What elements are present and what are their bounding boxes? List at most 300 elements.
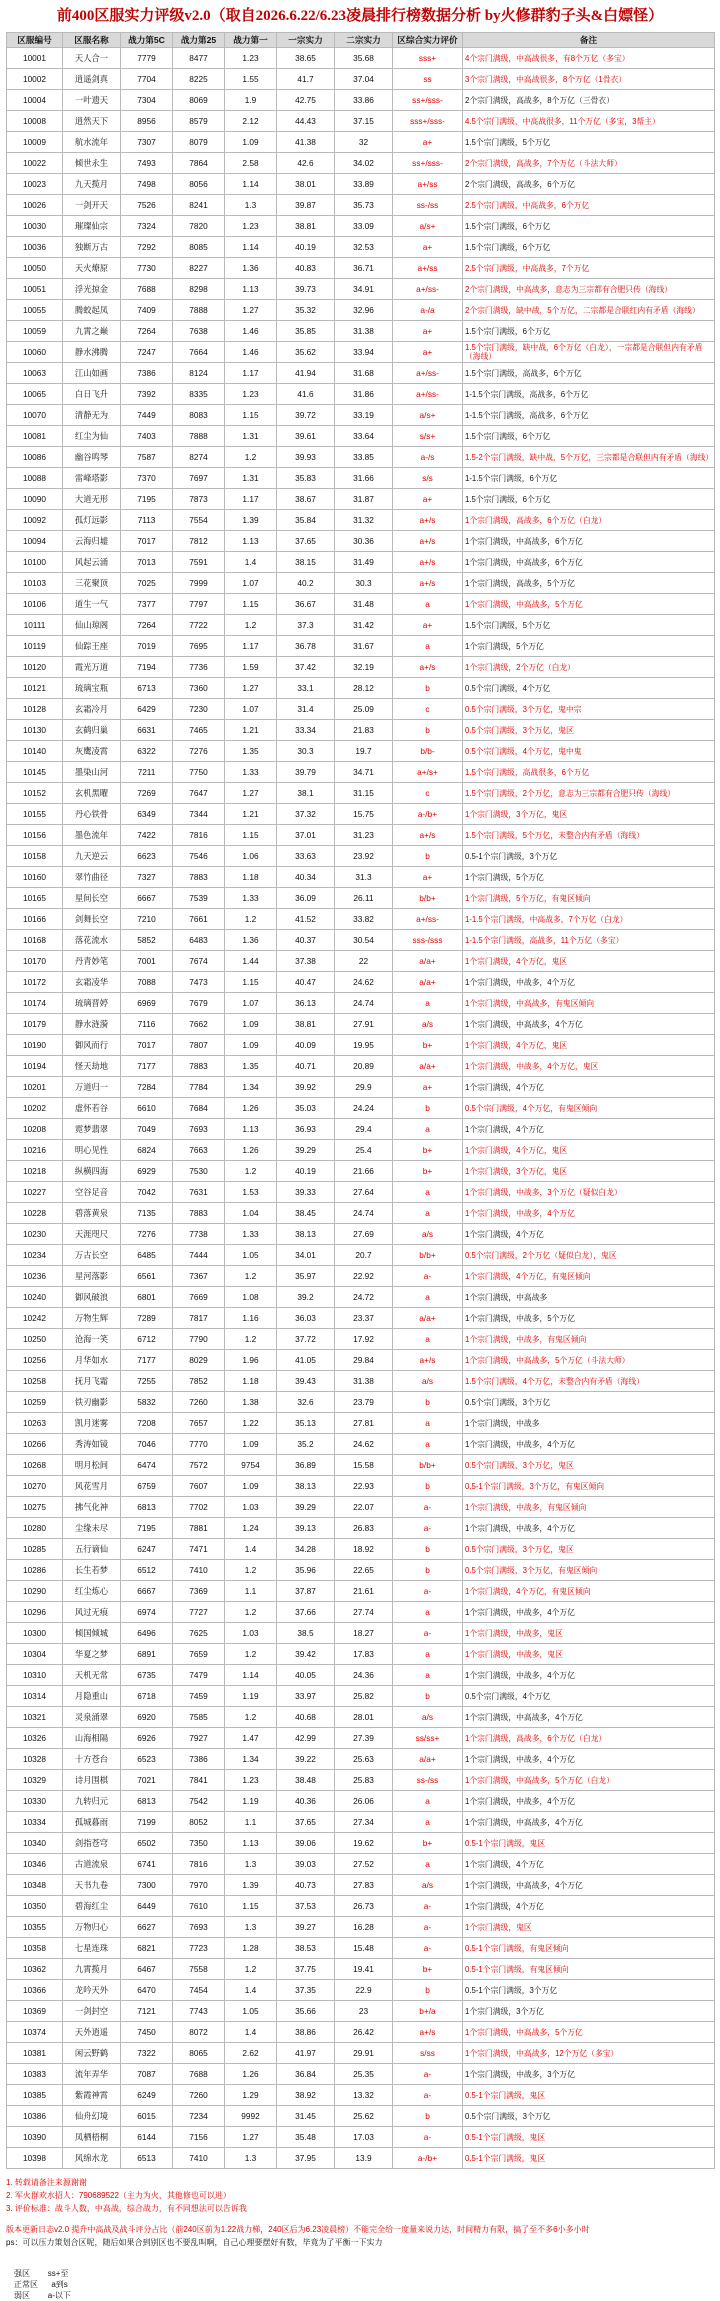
rating-cell: a-: [393, 1896, 463, 1917]
server-id-cell: 10065: [7, 384, 63, 405]
stat-cell: 9754: [225, 1455, 277, 1476]
stat-cell: 1.55: [225, 69, 277, 90]
rating-cell: a+: [393, 237, 463, 258]
server-id-cell: 10383: [7, 2064, 63, 2085]
remark-cell: 1个宗门满级，中战多，鬼区: [463, 1644, 715, 1665]
stat-cell: 7816: [173, 1854, 225, 1875]
stat-cell: 35.13: [277, 1413, 335, 1434]
stat-cell: 7367: [173, 1266, 225, 1287]
stat-cell: 31.32: [335, 510, 393, 531]
server-id-cell: 10296: [7, 1602, 63, 1623]
stat-cell: 38.15: [277, 552, 335, 573]
server-name-cell: 紫霞神霄: [63, 2085, 121, 2106]
stat-cell: 27.74: [335, 1602, 393, 1623]
stat-cell: 7409: [121, 300, 173, 321]
table-row: [7, 447, 715, 468]
stat-cell: 7049: [121, 1119, 173, 1140]
stat-cell: 39.72: [277, 405, 335, 426]
server-name-cell: 虚怀若谷: [63, 1098, 121, 1119]
server-id-cell: 10270: [7, 1476, 63, 1497]
footer-note: ps：可以压力策划合区呢，随后如果合到别区也不要乱叫啊，自己心理要摆好有数，毕竟为了平衡一下实力: [6, 2238, 383, 2247]
server-id-cell: 10172: [7, 972, 63, 993]
stat-cell: 7498: [121, 174, 173, 195]
stat-cell: 1.15: [225, 825, 277, 846]
stat-cell: 7264: [121, 321, 173, 342]
server-name-cell: 白日飞升: [63, 384, 121, 405]
server-name-cell: 仙踪王座: [63, 636, 121, 657]
stat-cell: 24.36: [335, 1665, 393, 1686]
stat-cell: 1.06: [225, 846, 277, 867]
stat-cell: 1.09: [225, 1476, 277, 1497]
stat-cell: 8052: [173, 1812, 225, 1833]
stat-cell: 7797: [173, 594, 225, 615]
stat-cell: 33.34: [277, 720, 335, 741]
stat-cell: 7017: [121, 531, 173, 552]
stat-cell: 1.4: [225, 2022, 277, 2043]
table-row: [7, 48, 715, 69]
server-name-cell: 玄机黑曜: [63, 783, 121, 804]
server-id-cell: 10321: [7, 1707, 63, 1728]
stat-cell: 8069: [173, 90, 225, 111]
stat-cell: 39.2: [277, 1287, 335, 1308]
remark-cell: 1个宗门满级，3个万亿，鬼区: [463, 804, 715, 825]
remark-cell: 0.5-1个宗门满级，鬼区: [463, 2148, 715, 2169]
remark-cell: 0.5-1个宗门满级，鬼区: [463, 2127, 715, 2148]
stat-cell: 7121: [121, 2001, 173, 2022]
stat-cell: 1.9: [225, 90, 277, 111]
stat-cell: 31.15: [335, 783, 393, 804]
stat-cell: 1.15: [225, 972, 277, 993]
stat-cell: 6759: [121, 1476, 173, 1497]
server-id-cell: 10216: [7, 1140, 63, 1161]
remark-cell: 1个宗门满级，中战多，鬼区: [463, 1623, 715, 1644]
server-id-cell: 10259: [7, 1392, 63, 1413]
server-name-cell: 霞光万道: [63, 657, 121, 678]
stat-cell: 1.26: [225, 2064, 277, 2085]
rating-cell: a/s: [393, 1014, 463, 1035]
stat-cell: 7631: [173, 1182, 225, 1203]
server-name-cell: 闲云野鹤: [63, 2043, 121, 2064]
server-name-cell: 九天逆云: [63, 846, 121, 867]
stat-cell: 33.1: [277, 678, 335, 699]
stat-cell: 40.34: [277, 867, 335, 888]
rating-cell: a-: [393, 2064, 463, 2085]
stat-cell: 7657: [173, 1413, 225, 1434]
stat-cell: 25.63: [335, 1749, 393, 1770]
server-name-cell: 碧落黄泉: [63, 1203, 121, 1224]
stat-cell: 40.2: [277, 573, 335, 594]
stat-cell: 39.22: [277, 1749, 335, 1770]
rating-cell: b: [393, 720, 463, 741]
stat-cell: 6144: [121, 2127, 173, 2148]
stat-cell: 25.62: [335, 2106, 393, 2127]
server-id-cell: 10060: [7, 342, 63, 363]
stat-cell: 1.17: [225, 636, 277, 657]
stat-cell: 6623: [121, 846, 173, 867]
stat-cell: 34.01: [277, 1245, 335, 1266]
stat-cell: 33.94: [335, 342, 393, 363]
rating-cell: a: [393, 1329, 463, 1350]
stat-cell: 7234: [173, 2106, 225, 2127]
stat-cell: 7230: [173, 699, 225, 720]
stat-cell: 1.4: [225, 552, 277, 573]
stat-cell: 1.36: [225, 930, 277, 951]
stat-cell: 17.03: [335, 2127, 393, 2148]
table-row: [7, 111, 715, 132]
server-id-cell: 10330: [7, 1791, 63, 1812]
stat-cell: 6249: [121, 2085, 173, 2106]
server-name-cell: 清静无为: [63, 405, 121, 426]
table-row: [7, 1182, 715, 1203]
server-id-cell: 10268: [7, 1455, 63, 1476]
stat-cell: 1.2: [225, 1644, 277, 1665]
stat-cell: 35.03: [277, 1098, 335, 1119]
stat-cell: 7307: [121, 132, 173, 153]
stat-cell: 42.75: [277, 90, 335, 111]
stat-cell: 38.45: [277, 1203, 335, 1224]
stat-cell: 7211: [121, 762, 173, 783]
stat-cell: 1.3: [225, 1917, 277, 1938]
stat-cell: 35.68: [335, 48, 393, 69]
stat-cell: 1.35: [225, 1056, 277, 1077]
server-id-cell: 10329: [7, 1770, 63, 1791]
server-id-cell: 10100: [7, 552, 63, 573]
rating-cell: sss-/sss: [393, 930, 463, 951]
stat-cell: 33.86: [335, 90, 393, 111]
stat-cell: 1.13: [225, 531, 277, 552]
stat-cell: 33.89: [335, 174, 393, 195]
table-row: [7, 279, 715, 300]
stat-cell: 6712: [121, 1329, 173, 1350]
table-row: [7, 720, 715, 741]
remark-cell: 1个宗门满级，中高战多，6个万亿: [463, 531, 715, 552]
table-row: [7, 1140, 715, 1161]
rating-cell: a+: [393, 321, 463, 342]
stat-cell: 7852: [173, 1371, 225, 1392]
stat-cell: 41.52: [277, 909, 335, 930]
stat-cell: 39.73: [277, 279, 335, 300]
table-row: [7, 930, 715, 951]
stat-cell: 6247: [121, 1539, 173, 1560]
rating-cell: s/s+: [393, 426, 463, 447]
footer-note: 2. 军火群欢水招人：790689522（主力为火，其他修也可以进）: [6, 2191, 231, 2200]
rating-cell: a/s: [393, 1224, 463, 1245]
stat-cell: 7289: [121, 1308, 173, 1329]
remark-cell: 2.5个宗门满级，中高战多，7个万亿: [463, 258, 715, 279]
stat-cell: 7688: [121, 279, 173, 300]
stat-cell: 31.23: [335, 825, 393, 846]
stat-cell: 19.95: [335, 1035, 393, 1056]
table-row: [7, 699, 715, 720]
remark-cell: 1.5个宗门满级，6个万亿: [463, 216, 715, 237]
server-id-cell: 10023: [7, 174, 63, 195]
stat-cell: 22.92: [335, 1266, 393, 1287]
stat-cell: 1.2: [225, 447, 277, 468]
rating-cell: a+/ss-: [393, 909, 463, 930]
stat-cell: 23.37: [335, 1308, 393, 1329]
stat-cell: 35.48: [277, 2127, 335, 2148]
stat-cell: 7539: [173, 888, 225, 909]
stat-cell: 7881: [173, 1518, 225, 1539]
stat-cell: 1.22: [225, 1413, 277, 1434]
stat-cell: 38.92: [277, 2085, 335, 2106]
table-row: [7, 153, 715, 174]
rating-cell: a/s: [393, 1875, 463, 1896]
rating-cell: b: [393, 1560, 463, 1581]
stat-cell: 38.53: [277, 1938, 335, 1959]
server-id-cell: 10350: [7, 1896, 63, 1917]
stat-cell: 21.61: [335, 1581, 393, 1602]
stat-cell: 7883: [173, 867, 225, 888]
server-id-cell: 10103: [7, 573, 63, 594]
stat-cell: 7927: [173, 1728, 225, 1749]
table-row: [7, 90, 715, 111]
table-row: [7, 468, 715, 489]
remark-cell: 1个宗门满级，中高战多，5个万亿: [463, 2022, 715, 2043]
stat-cell: 35.2: [277, 1434, 335, 1455]
server-id-cell: 10263: [7, 1413, 63, 1434]
server-id-cell: 10119: [7, 636, 63, 657]
server-name-cell: 一剑开天: [63, 195, 121, 216]
rating-cell: a+/s: [393, 657, 463, 678]
stat-cell: 1.35: [225, 741, 277, 762]
table-row: [7, 762, 715, 783]
rating-cell: a+/ss-: [393, 384, 463, 405]
stat-cell: 39.33: [277, 1182, 335, 1203]
stat-cell: 1.2: [225, 1266, 277, 1287]
table-row: [7, 1686, 715, 1707]
stat-cell: 32.6: [277, 1392, 335, 1413]
server-name-cell: 抚月飞霜: [63, 1371, 121, 1392]
server-id-cell: 10168: [7, 930, 63, 951]
stat-cell: 7790: [173, 1329, 225, 1350]
table-row: [7, 384, 715, 405]
stat-cell: 7542: [173, 1791, 225, 1812]
remark-cell: 1个宗门满级，5个万亿: [463, 636, 715, 657]
stat-cell: 31.86: [335, 384, 393, 405]
stat-cell: 7449: [121, 405, 173, 426]
server-id-cell: 10086: [7, 447, 63, 468]
stat-cell: 15.58: [335, 1455, 393, 1476]
stat-cell: 1.09: [225, 132, 277, 153]
stat-cell: 6470: [121, 1980, 173, 2001]
table-row: [7, 195, 715, 216]
table-row: [7, 2022, 715, 2043]
stat-cell: 1.4: [225, 1980, 277, 2001]
stat-cell: 33.09: [335, 216, 393, 237]
stat-cell: 40.19: [277, 1161, 335, 1182]
rating-cell: a+/s: [393, 552, 463, 573]
stat-cell: 7156: [173, 2127, 225, 2148]
server-id-cell: 10381: [7, 2043, 63, 2064]
stat-cell: 13.9: [335, 2148, 393, 2169]
rating-cell: a+/s+: [393, 762, 463, 783]
stat-cell: 7195: [121, 489, 173, 510]
rating-cell: a/a+: [393, 1749, 463, 1770]
stat-cell: 6813: [121, 1791, 173, 1812]
remark-cell: 1个宗门满级，中高战多，6个万亿: [463, 552, 715, 573]
remark-cell: 1-1.5个宗门满级，高战多，11个万亿（多宝）: [463, 930, 715, 951]
server-id-cell: 10026: [7, 195, 63, 216]
stat-cell: 22.93: [335, 1476, 393, 1497]
server-id-cell: 10094: [7, 531, 63, 552]
stat-cell: 7591: [173, 552, 225, 573]
stat-cell: 41.7: [277, 69, 335, 90]
stat-cell: 1.13: [225, 279, 277, 300]
server-id-cell: 10280: [7, 1518, 63, 1539]
server-id-cell: 10304: [7, 1644, 63, 1665]
stat-cell: 39.87: [277, 195, 335, 216]
server-name-cell: 剑指苍穹: [63, 1833, 121, 1854]
stat-cell: 24.72: [335, 1287, 393, 1308]
stat-cell: 24.62: [335, 972, 393, 993]
table-row: [7, 1938, 715, 1959]
table-row: [7, 132, 715, 153]
stat-cell: 7300: [121, 1875, 173, 1896]
server-name-cell: 孤城暮雨: [63, 1812, 121, 1833]
server-id-cell: 10326: [7, 1728, 63, 1749]
server-id-cell: 10240: [7, 1287, 63, 1308]
stat-cell: 26.06: [335, 1791, 393, 1812]
stat-cell: 7526: [121, 195, 173, 216]
stat-cell: 22.07: [335, 1497, 393, 1518]
server-name-cell: 天外逍遥: [63, 2022, 121, 2043]
stat-cell: 40.47: [277, 972, 335, 993]
rating-cell: a: [393, 1119, 463, 1140]
server-id-cell: 10275: [7, 1497, 63, 1518]
server-id-cell: 10366: [7, 1980, 63, 2001]
stat-cell: 27.39: [335, 1728, 393, 1749]
server-name-cell: 古道流泉: [63, 1854, 121, 1875]
remark-cell: 1个宗门满级，中战多，5个万亿: [463, 1308, 715, 1329]
stat-cell: 41.05: [277, 1350, 335, 1371]
server-name-cell: 一叶遗天: [63, 90, 121, 111]
stat-cell: 25.09: [335, 699, 393, 720]
server-name-cell: 九霄之巅: [63, 321, 121, 342]
rating-cell: ss-/ss: [393, 195, 463, 216]
remark-cell: 1.5个宗门满级，5个万亿: [463, 132, 715, 153]
server-id-cell: 10070: [7, 405, 63, 426]
stat-cell: 7572: [173, 1455, 225, 1476]
stat-cell: 7663: [173, 1140, 225, 1161]
rating-cell: a-/a: [393, 300, 463, 321]
stat-cell: 1.2: [225, 1560, 277, 1581]
stat-cell: 1.14: [225, 237, 277, 258]
stat-cell: 31.3: [335, 867, 393, 888]
remark-cell: 1个宗门满级，中战多，4个万亿: [463, 1518, 715, 1539]
stat-cell: 7493: [121, 153, 173, 174]
remark-cell: 1个宗门满级，中高战多: [463, 1287, 715, 1308]
server-id-cell: 10022: [7, 153, 63, 174]
server-name-cell: 明心见性: [63, 1140, 121, 1161]
stat-cell: 7260: [173, 1392, 225, 1413]
stat-cell: 6667: [121, 1581, 173, 1602]
rating-cell: a+/s: [393, 2022, 463, 2043]
table-row: [7, 1098, 715, 1119]
stat-cell: 1.09: [225, 1014, 277, 1035]
stat-cell: 1.53: [225, 1182, 277, 1203]
server-id-cell: 10155: [7, 804, 63, 825]
remark-cell: 0.5个宗门满级，3个万亿: [463, 2106, 715, 2127]
stat-cell: 7410: [173, 1560, 225, 1581]
remark-cell: 1个宗门满级，4个万亿: [463, 1854, 715, 1875]
stat-cell: 8056: [173, 174, 225, 195]
table-row: [7, 405, 715, 426]
stat-cell: 2.62: [225, 2043, 277, 2064]
rating-cell: c: [393, 699, 463, 720]
server-name-cell: 凯月迷雾: [63, 1413, 121, 1434]
table-row: [7, 1392, 715, 1413]
server-id-cell: 10059: [7, 321, 63, 342]
stat-cell: 6801: [121, 1287, 173, 1308]
stat-cell: 8085: [173, 237, 225, 258]
server-name-cell: 天火燎原: [63, 258, 121, 279]
table-row: [7, 1539, 715, 1560]
table-row: [7, 972, 715, 993]
table-row: [7, 510, 715, 531]
stat-cell: 7444: [173, 1245, 225, 1266]
server-name-cell: 雷峰塔影: [63, 468, 121, 489]
server-name-cell: 倾世永生: [63, 153, 121, 174]
stat-cell: 37.75: [277, 1959, 335, 1980]
stat-cell: 27.64: [335, 1182, 393, 1203]
column-header: 备注: [463, 33, 715, 48]
stat-cell: 1.15: [225, 1896, 277, 1917]
remark-cell: 1个宗门满级，4个万亿: [463, 1896, 715, 1917]
remark-cell: 1个宗门满级，4个万亿，鬼区: [463, 1035, 715, 1056]
stat-cell: 8124: [173, 363, 225, 384]
table-row: [7, 1665, 715, 1686]
server-name-cell: 一剑封空: [63, 2001, 121, 2022]
server-id-cell: 10152: [7, 783, 63, 804]
stat-cell: 1.05: [225, 1245, 277, 1266]
stat-cell: 29.84: [335, 1350, 393, 1371]
stat-cell: 1.23: [225, 384, 277, 405]
stat-cell: 34.91: [335, 279, 393, 300]
server-name-cell: 静水沸腾: [63, 342, 121, 363]
remark-cell: 1个宗门满级，中高战多，4个万亿: [463, 1875, 715, 1896]
server-name-cell: 五行谪仙: [63, 1539, 121, 1560]
stat-cell: 31.38: [335, 1371, 393, 1392]
stat-cell: 37.01: [277, 825, 335, 846]
stat-cell: 7471: [173, 1539, 225, 1560]
stat-cell: 6474: [121, 1455, 173, 1476]
server-id-cell: 10286: [7, 1560, 63, 1581]
stat-cell: 7210: [121, 909, 173, 930]
stat-cell: 6322: [121, 741, 173, 762]
table-row: [7, 342, 715, 363]
stat-cell: 6718: [121, 1686, 173, 1707]
rating-cell: b: [393, 846, 463, 867]
stat-cell: 36.84: [277, 2064, 335, 2085]
stat-cell: 7736: [173, 657, 225, 678]
stat-cell: 6015: [121, 2106, 173, 2127]
stat-cell: 29.9: [335, 1077, 393, 1098]
rating-cell: a-: [393, 1938, 463, 1959]
server-id-cell: 10236: [7, 1266, 63, 1287]
server-id-cell: 10156: [7, 825, 63, 846]
remark-cell: 1.5个宗门满级，6个万亿: [463, 237, 715, 258]
stat-cell: 7730: [121, 258, 173, 279]
table-row: [7, 1581, 715, 1602]
table-row: [7, 1224, 715, 1245]
rating-cell: a: [393, 1602, 463, 1623]
stat-cell: 1.05: [225, 2001, 277, 2022]
stat-cell: 7021: [121, 1770, 173, 1791]
stat-cell: 28.12: [335, 678, 393, 699]
server-name-cell: 风花雪月: [63, 1476, 121, 1497]
rating-cell: a: [393, 1665, 463, 1686]
